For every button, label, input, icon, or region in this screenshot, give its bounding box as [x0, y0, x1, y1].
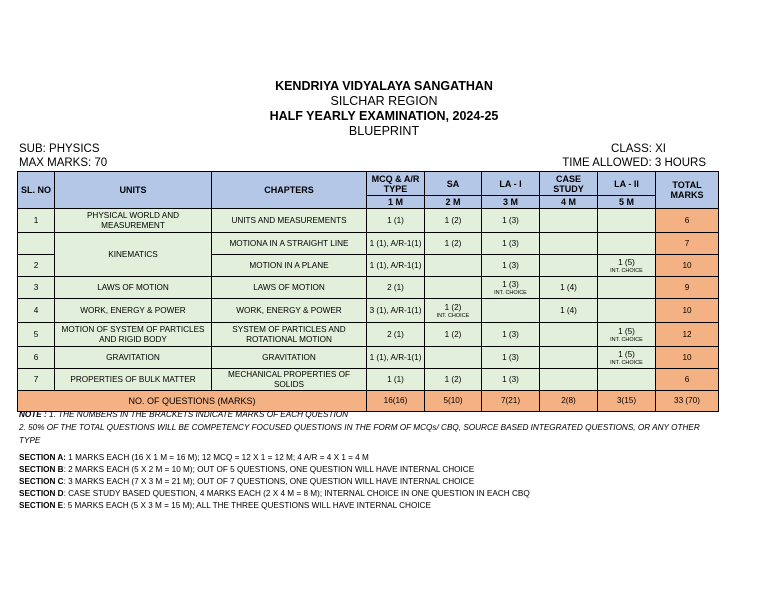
la1-cell: 1 (3) [482, 233, 540, 255]
chapter-cell: MECHANICAL PROPERTIES OF SOLIDS [212, 369, 367, 391]
section-a-line [19, 452, 369, 464]
la1-cell: 1 (3) [482, 209, 540, 233]
case-study-cell: 1 (4) [540, 277, 598, 299]
la2-cell [598, 209, 656, 233]
la2-cell [598, 255, 656, 277]
footer-la2: 3(15) [598, 391, 656, 412]
unit-cell: WORK, ENERGY & POWER [55, 299, 212, 323]
header-la2: LA - II [598, 172, 656, 196]
total-cell: 10 [656, 299, 719, 323]
int-choice-label: INT. CHOICE [610, 267, 643, 274]
unit-cell: PROPERTIES OF BULK MATTER [55, 369, 212, 391]
doc-title: BLUEPRINT [348, 124, 420, 138]
la2-cell [598, 299, 656, 323]
int-choice-label: INT. CHOICE [436, 312, 470, 319]
table-row [18, 369, 719, 391]
header-slno: SL. NO [18, 172, 55, 209]
sa-cell: 1 (2) [425, 233, 482, 255]
sa-cell [425, 347, 482, 369]
case-study-cell [540, 255, 598, 277]
header-2m: 2 M [425, 196, 482, 209]
sl-cell: 4 [18, 299, 55, 323]
total-cell: 10 [656, 347, 719, 369]
header-sa: SA [425, 172, 482, 196]
section-b-text: : 2 MARKS EACH (5 X 2 M = 10 M); OUT OF 5 QUESTIONS, ONE QUESTION WILL HAVE INTERNAL CHOICE [63, 465, 475, 474]
chapter-cell: MOTION IN A PLANE [212, 255, 367, 277]
total-cell: 12 [656, 323, 719, 347]
mcq-cell: 1 (1) [367, 369, 425, 391]
header-5m: 5 M [598, 196, 656, 209]
la1-cell [482, 277, 540, 299]
section-b-line [19, 464, 474, 476]
sl-cell: 2 [18, 255, 55, 277]
note-1 [19, 409, 348, 421]
section-e-text: : 5 MARKS EACH (5 X 3 M = 15 M); ALL THE THREE QUESTIONS WILL HAVE INTERNAL CHOICE [63, 501, 431, 510]
exam-title: HALF YEARLY EXAMINATION, 2024-25 [269, 109, 499, 123]
sl-cell: 7 [18, 369, 55, 391]
sa-cell: 1 (2) [425, 209, 482, 233]
total-cell: 9 [656, 277, 719, 299]
header-4m: 4 M [540, 196, 598, 209]
section-e-label: SECTION E [19, 501, 64, 510]
note-1-text: 1. THE NUMBERS IN THE BRACKETS INDICATE MARKS OF EACH QUESTION [46, 410, 349, 419]
section-b-label: SECTION B [19, 465, 64, 474]
unit-cell: LAWS OF MOTION [55, 277, 212, 299]
table-row [18, 277, 719, 299]
org-title: KENDRIYA VIDYALAYA SANGATHAN [275, 79, 493, 93]
chapter-cell: UNITS AND MEASUREMENTS [212, 209, 367, 233]
mcq-cell: 1 (1), A/R-1(1) [367, 233, 425, 255]
chapter-cell: SYSTEM OF PARTICLES AND ROTATIONAL MOTION [212, 323, 367, 347]
footer-la1: 7(21) [482, 391, 540, 412]
table-row [18, 209, 719, 233]
header-total: TOTAL MARKS [656, 172, 719, 209]
la2-cell [598, 323, 656, 347]
unit-cell: MOTION OF SYSTEM OF PARTICLES AND RIGID BODY [55, 323, 212, 347]
sa-cell: 1 (2) [425, 369, 482, 391]
sa-cell [425, 299, 482, 323]
chapter-cell: LAWS OF MOTION [212, 277, 367, 299]
total-cell: 6 [656, 369, 719, 391]
chapter-cell: MOTIONA IN A STRAIGHT LINE [212, 233, 367, 255]
mcq-cell: 2 (1) [367, 323, 425, 347]
blueprint-table [17, 171, 719, 412]
table-row [18, 323, 719, 347]
total-cell: 10 [656, 255, 719, 277]
table-row [18, 299, 719, 323]
table-row [18, 347, 719, 369]
sl-cell: 6 [18, 347, 55, 369]
mcq-cell: 3 (1), A/R-1(1) [367, 299, 425, 323]
header-units: UNITS [55, 172, 212, 209]
sl-cell: 1 [18, 209, 55, 233]
case-study-cell [540, 347, 598, 369]
la2-cell [598, 277, 656, 299]
mcq-cell: 1 (1), A/R-1(1) [367, 347, 425, 369]
total-cell: 6 [656, 209, 719, 233]
la2-cell [598, 347, 656, 369]
case-study-cell: 1 (4) [540, 299, 598, 323]
section-d-line [19, 488, 530, 500]
sa-cell [425, 255, 482, 277]
la2-value: 1 (5) [618, 349, 635, 359]
la2-cell [598, 369, 656, 391]
mcq-cell: 2 (1) [367, 277, 425, 299]
header-case-study: CASE STUDY [540, 172, 598, 196]
la2-cell [598, 233, 656, 255]
note-2-cont: TYPE [19, 436, 41, 445]
footer-case-study: 2(8) [540, 391, 598, 412]
note-lead: NOTE : [19, 410, 47, 419]
footer-label: NO. OF QUESTIONS (MARKS) [18, 391, 367, 412]
la1-value: 1 (3) [502, 279, 519, 289]
sl-cell: 3 [18, 277, 55, 299]
mcq-cell: 1 (1) [367, 209, 425, 233]
subject-label: SUB: PHYSICS [19, 143, 100, 155]
section-a-text: 1 MARKS EACH (16 X 1 M = 16 M); 12 MCQ = 12 X 1 = 12 M; 4 A/R = 4 X 1 = 4 M [66, 453, 369, 462]
header-mcq: MCQ & A/R TYPE [367, 172, 425, 196]
la1-cell: 1 (3) [482, 369, 540, 391]
note-2: 2. 50% OF THE TOTAL QUESTIONS WILL BE COMPETENCY FOCUSED QUESTIONS IN THE FORM OF MCQs/ CBQ, SOURCE BASED INTEGRATED QUESTIONS, OR ANY OTHER [19, 423, 700, 432]
sa-cell [425, 277, 482, 299]
int-choice-label: INT. CHOICE [494, 289, 527, 296]
unit-cell: KINEMATICS [55, 233, 212, 277]
region-title: SILCHAR REGION [330, 94, 438, 108]
table-row [18, 233, 719, 255]
section-a-label: SECTION A: [19, 453, 67, 462]
footer-total: 33 (70) [656, 391, 719, 412]
max-marks-label: MAX MARKS: 70 [19, 157, 108, 169]
int-choice-label: INT. CHOICE [610, 359, 643, 366]
section-e-line [19, 500, 431, 512]
case-study-cell [540, 323, 598, 347]
case-study-cell [540, 233, 598, 255]
header-chapters: CHAPTERS [212, 172, 367, 209]
unit-cell: PHYSICAL WORLD AND MEASUREMENT [55, 209, 212, 233]
la1-cell: 1 (3) [482, 347, 540, 369]
case-study-cell [540, 369, 598, 391]
section-c-line [19, 476, 474, 488]
header-la1: LA - I [482, 172, 540, 196]
int-choice-label: INT. CHOICE [610, 336, 643, 343]
la2-value: 1 (5) [618, 326, 635, 336]
footer-sa: 5(10) [425, 391, 482, 412]
la1-cell: 1 (3) [482, 323, 540, 347]
sa-cell: 1 (2) [425, 323, 482, 347]
unit-cell: GRAVITATION [55, 347, 212, 369]
section-c-label: SECTION C [19, 477, 64, 486]
mcq-cell: 1 (1), A/R-1(1) [367, 255, 425, 277]
la2-value: 1 (5) [618, 257, 635, 267]
footer-mcq: 16(16) [367, 391, 425, 412]
sl-cell: 5 [18, 323, 55, 347]
class-label: CLASS: XI [611, 143, 666, 155]
total-cell: 7 [656, 233, 719, 255]
chapter-cell: WORK, ENERGY & POWER [212, 299, 367, 323]
section-d-label: SECTION D [19, 489, 64, 498]
table-header-row [18, 172, 719, 196]
case-study-cell [540, 209, 598, 233]
section-c-text: : 3 MARKS EACH (7 X 3 M = 21 M); OUT OF 7 QUESTIONS, ONE QUESTION WILL HAVE INTERNAL CHOICE [63, 477, 475, 486]
sa-value: 1 (2) [444, 302, 462, 312]
header-1m: 1 M [367, 196, 425, 209]
section-d-text: : CASE STUDY BASED QUESTION, 4 MARKS EACH (2 X 4 M = 8 M); INTERNAL CHOICE IN ONE QUESTION IN EACH CBQ [63, 489, 530, 498]
time-allowed-label: TIME ALLOWED: 3 HOURS [562, 157, 706, 169]
header-3m: 3 M [482, 196, 540, 209]
la1-cell: 1 (3) [482, 255, 540, 277]
la1-cell [482, 299, 540, 323]
sl-cell [18, 233, 55, 255]
chapter-cell: GRAVITATION [212, 347, 367, 369]
